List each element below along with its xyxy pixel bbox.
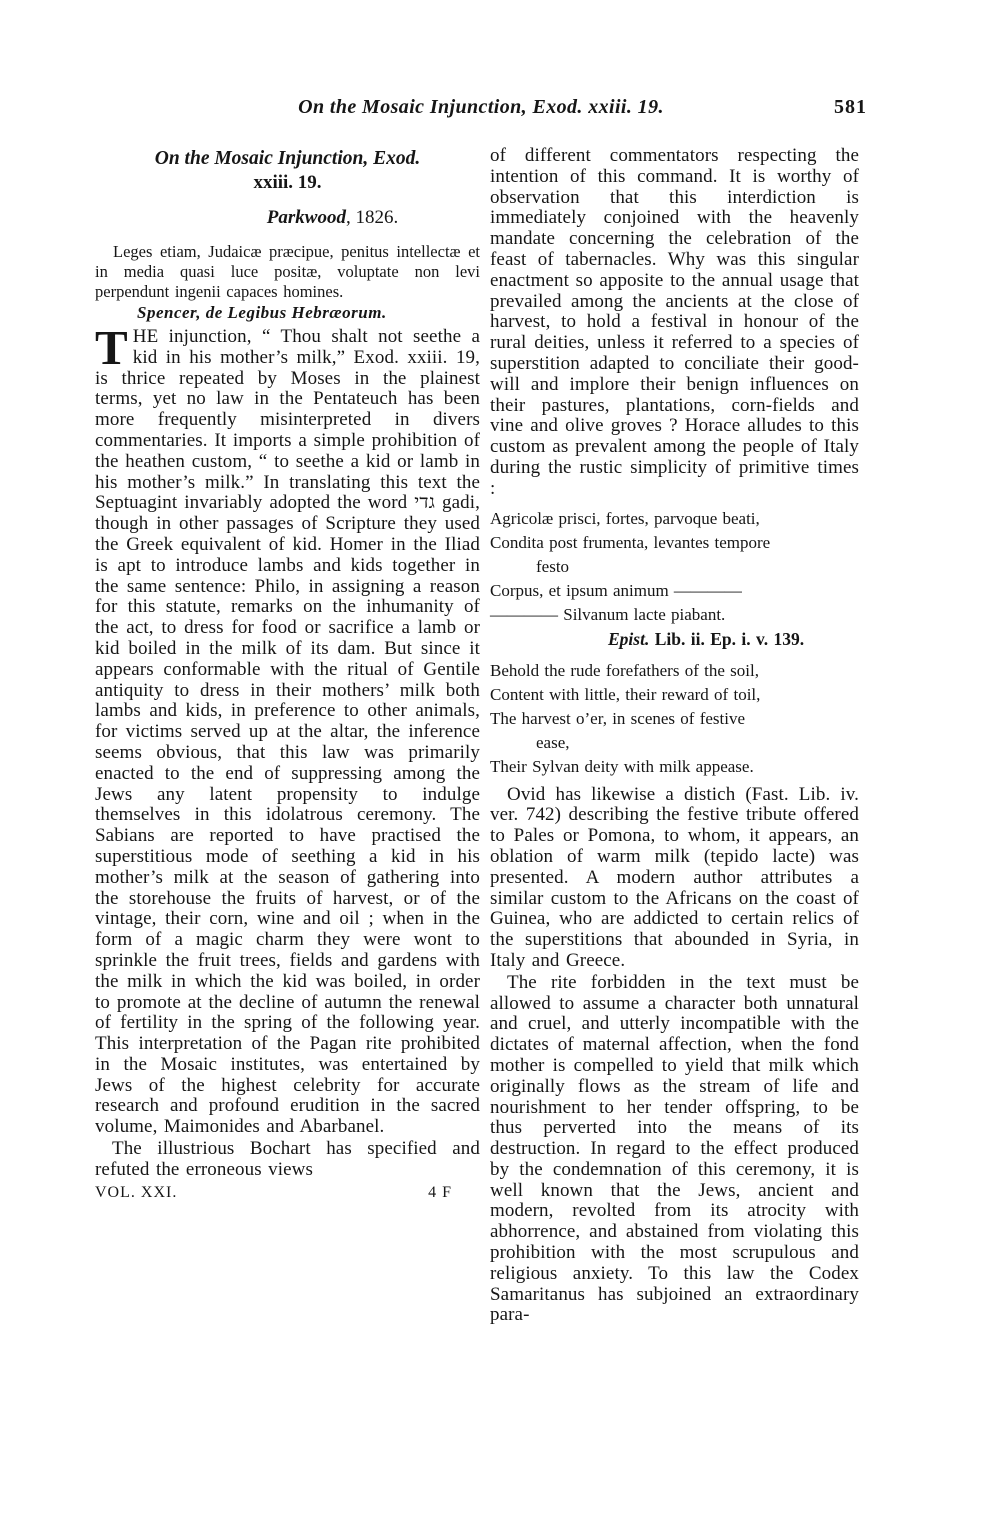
english-verse-block [490,659,859,779]
byline-author: Parkwood [266,207,346,228]
verse-line: Agricolæ prisci, fortes, parvoque beati, [490,508,760,528]
byline [95,206,480,230]
latin-verse-block [490,507,859,651]
citation-reference: Lib. ii. Ep. i. v. 139. [649,628,805,649]
citation-work: Epist. [608,628,650,649]
footer-signature-mark: 4 F [428,1183,452,1201]
verse-line: ease, [536,732,570,752]
page-content [95,96,867,1326]
article-title-line1: On the Mosaic Injunction, Exod. [154,148,421,169]
verse-line: Corpus, et ipsum animum ———— [490,580,742,600]
byline-year: , 1826. [345,207,399,228]
paragraph-bochart: The illustrious Bochart has specified and refuted the erroneous views [95,1138,480,1180]
drop-cap: T [95,320,128,375]
right-column [490,146,859,1326]
paragraph-ovid: Ovid has likewise a distich (Fast. Lib. iv. ver. 742) describing the festive tribute offered to Pales or Pomona, to whom, it appears, an oblation of warm milk (tepido lacte) was presented. A modern author attributes a similar custom to the Africans on the coast of Guinea, who are addicted to certain relics of the superstitions that abounded in Syria, in Italy and Greece. [490,783,859,971]
verse-line: Condita post frumenta, levantes tempore [490,532,771,552]
running-head [95,96,867,119]
left-column [95,146,480,1326]
paragraph-rite: The rite forbidden in the text must be allowed to assume a character both unnatural and cruel, and utterly incompatible with the dictates of maternal affection, when the fond mother is compelled to yield that milk which originally flows as the stream of life and nourishment to her tender offspring, to be thus perverted into the means of its destruction. In regard to the effect produced by the condemnation of this ceremony, it is well known that the Jews, ancient and modern, revolted from its atrocity with abhorrence, and abstained from violating this prohibition with the most scrupulous and religious anxiety. To this law the Codex Samaritanus has subjoined an extraordinary para- [490,971,859,1326]
verse-line: The harvest o’er, in scenes of festive [490,708,746,728]
verse-line: Content with little, their reward of toil, [490,684,761,704]
verse-line: festo [536,556,570,576]
page-footer [95,1184,480,1202]
article-title-line2: xxiii. 19. [253,172,322,193]
lead-paragraph-text: HE injunction, “ Thou shalt not seethe a kid in his mother’s milk,” Exod. xxiii. 19, is thrice repeated by Moses in the plainest terms, yet no law in the Pentateuch has been more frequently misinterpreted in divers commentaries. It imports a simple prohibition of the heathen custom, “ to seethe a kid or lamb in his mother’s milk.” In translating this text the Septuagint invariably adopted the word גדי gadi, though in other passages of Scripture they used the Greek equivalent of kid. Homer in the Iliad is apt to introduce lambs and kids together in the same sentence: Philo, in assigning a reason for this statute, remarks on the inhumanity of the act, to dress for food or sacrifice a lamb or kid boiled in the milk of its dam. But since it appears conformable with the ritual of Gentile antiquity to dress in their mothers’ milk both lambs and kids, in preference to other animals, for victims served up at the altar, the inference seems obvious, that this law was primarily enacted to the end of suppressing among the Jews any latent propensity to indulge themselves in this idolatrous ceremony. The Sabians are reported to have practised the superstitious mode of seething a kid in his mother’s milk at the season of gathering into the storehouse the fruits of harvest, or of the vintage, their corn, wine and oil ; when in the form of a magic charm they were wont to sprinkle the fruit trees, fields and gardens with the milk in which the kid was boiled, in order to promote at the decline of autumn the renewal of fertility in the spring of the following year. This interpretation of the Pagan rite prohibited in the Mosaic institutes, was entertained by Jews of the highest celebrity for accurate research and profound erudition in the sacred volume, Maimonides and Abarbanel. [95,326,480,1138]
verse-line: Their Sylvan deity with milk appease. [490,756,754,776]
footer-volume: VOL. XXI. [95,1183,178,1201]
lead-paragraph [95,320,480,1138]
epigraph-attribution: Spencer, de Legibus Hebræorum. [137,303,387,322]
paragraph-continued: of different commentators respecting the intention of this command. It is worthy of observation that this interdiction is immediately conjoined with the heavenly mandate concerning the celebration of the feast of tabernacles. Why was this singular enactment so apposite to the annual usage that prevailed among the ancients at the close of harvest, to hold a festival in honour of the rural deities, unless it referred to a species of superstition adapted to conciliate their good-will and implore their benign influences on their pastures, plantations, corn-fields and vine and olive groves ? Horace alludes to this custom as prevalent among the people of Italy during the rustic simplicity of primitive times : [490,145,859,499]
two-column-layout [95,146,867,1326]
verse-line: ———— Silvanum lacte piabant. [490,604,726,624]
verse-line: Behold the rude forefathers of the soil, [490,660,759,680]
running-head-title: On the Mosaic Injunction, Exod. xxiii. 19. [298,96,664,118]
page-number: 581 [834,96,867,118]
epigraph: Leges etiam, Judaicæ præcipue, penitus intellectæ et in media quasi luce positæ, voluptate non levi perpendunt ingenii capaces homines. [95,242,480,301]
verse-citation [490,627,859,651]
